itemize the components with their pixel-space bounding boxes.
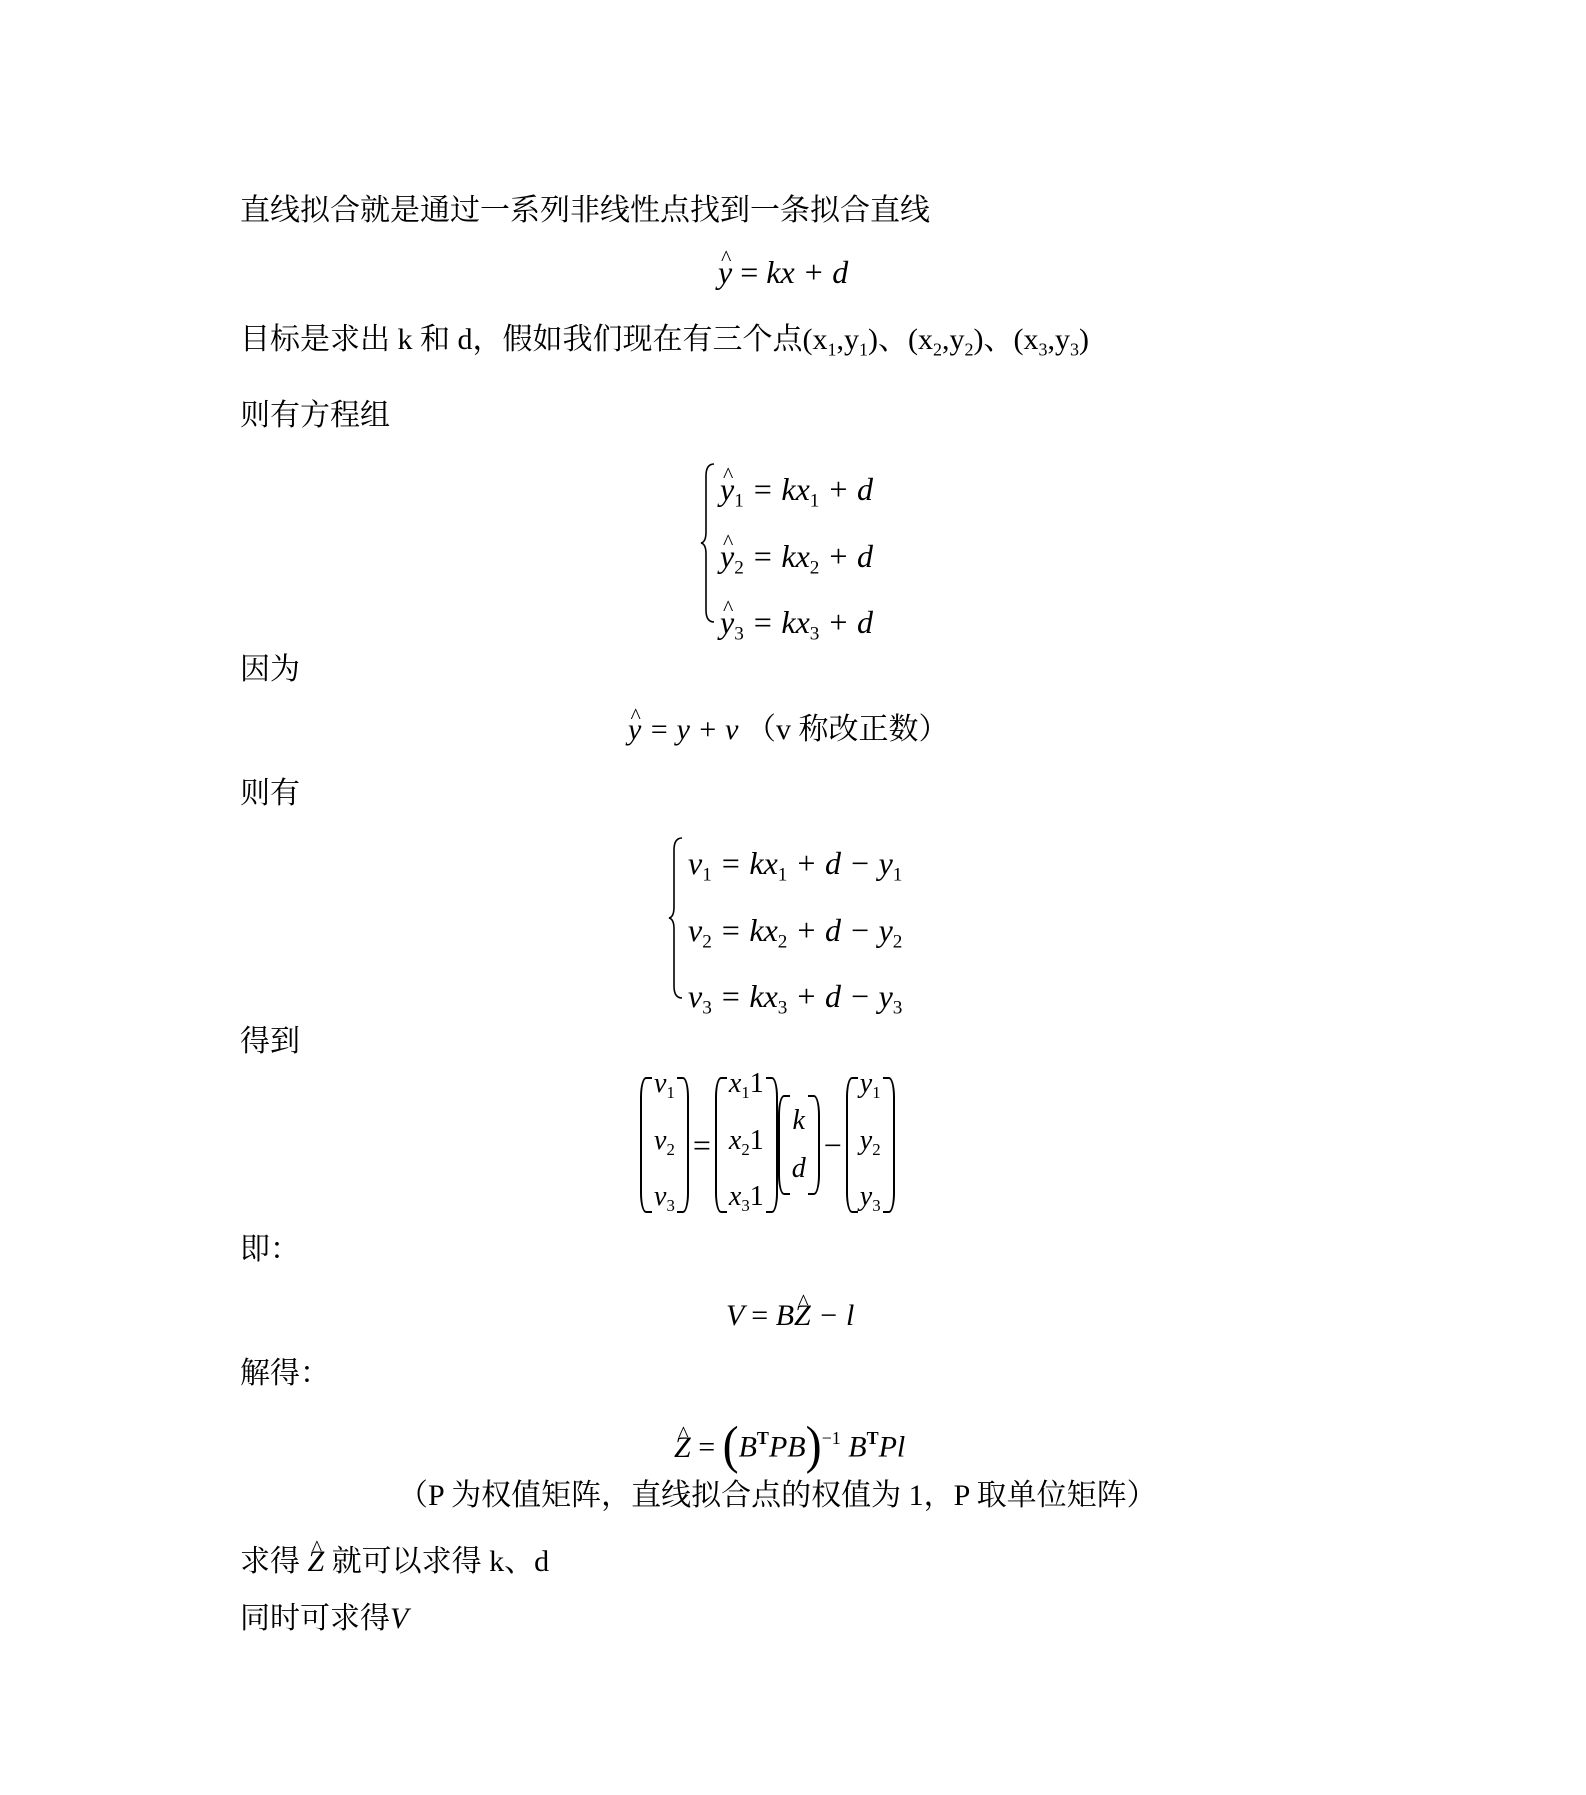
because-label: 因为 xyxy=(240,653,300,686)
obtain-v-text: 同时可求得V xyxy=(240,1602,409,1635)
matrix-B: $x_11$ $x_21$ $x_31$ xyxy=(715,1077,778,1213)
result-label: 得到 xyxy=(240,1025,300,1058)
equation-line-model: ^ y = kx + d xyxy=(718,254,848,290)
intro-text: 直线拟合就是通过一系列非线性点找到一条拟合直线 xyxy=(240,194,930,227)
equation-matrix: $v_1$ $v_2$ $v_3$ = $x_11$ $x_21$ $x_31$ k d − $y_1$ $y_2$ $y_3$ xyxy=(640,1075,895,1215)
left-brace-icon xyxy=(668,836,684,1000)
obtain-kd-text: 求得 ^ Z 就可以求得 k、d xyxy=(240,1544,549,1580)
system-label: 则有方程组 xyxy=(240,399,390,432)
then-label: 则有 xyxy=(240,777,300,810)
weight-matrix-note: （P 为权值矩阵，直线拟合点的权值为 1，P 取单位矩阵） xyxy=(398,1479,1157,1512)
equation-compact: V = B^ Z − l xyxy=(726,1298,854,1334)
matrix-Z: k d xyxy=(778,1095,820,1195)
goal-text: 目标是求出 k 和 d，假如我们现在有三个点$(x_1,y_1)$、$(x_2,y_2)$、$(x_3,y_3)$ xyxy=(240,323,1089,360)
matrix-l: $y_1$ $y_2$ $y_3$ xyxy=(846,1077,895,1213)
equation-system-2: $v_1 = kx_1 + d - y_1$ $v_2 = kx_2 + d - y_2$ $v_3 = kx_3 + d - y_3$ xyxy=(668,836,902,1000)
matrix-v: $v_1$ $v_2$ $v_3$ xyxy=(640,1077,689,1213)
equation-system-1: ^ $y_1 = kx_1 + d$ ^ $y_2 = kx_2 + d$ ^ $y_3 = kx_3 + d$ xyxy=(700,462,873,624)
equation-correction: ^ y = y + v （v 称改正数） xyxy=(628,712,948,748)
that-is-label: 即： xyxy=(240,1233,300,1266)
solve-label: 解得： xyxy=(240,1357,330,1390)
equation-solution: ^ $Z = (B^TPB)^{-1}$ $B^TPl$ xyxy=(674,1420,905,1466)
left-brace-icon xyxy=(700,462,716,624)
